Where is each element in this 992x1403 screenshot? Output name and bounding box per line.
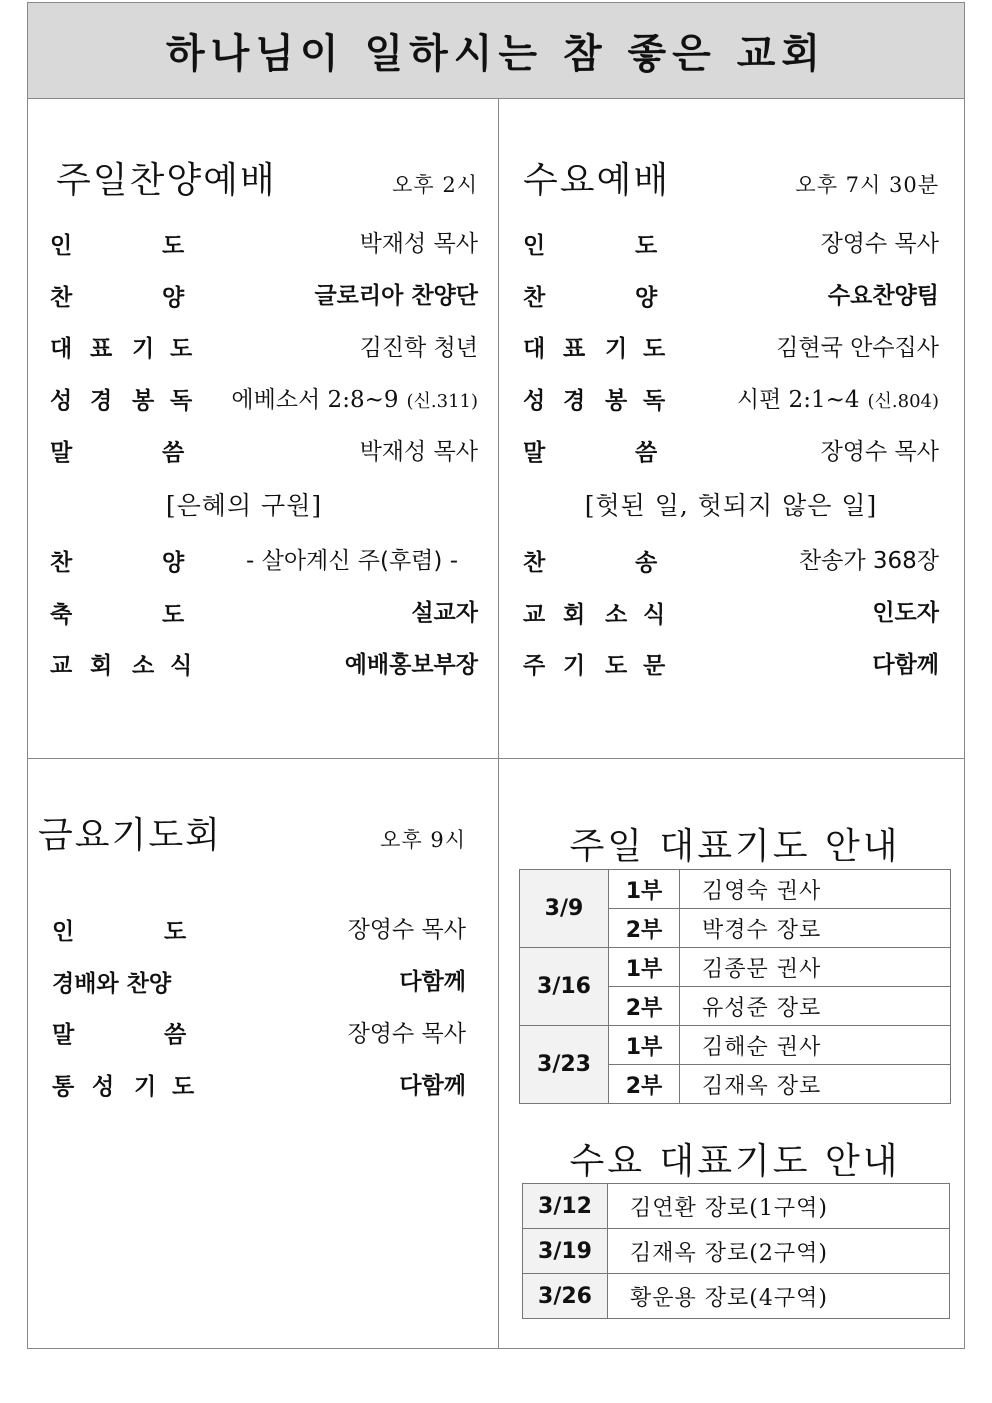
row-value-text: 장영수 목사 bbox=[347, 917, 466, 944]
panel-header bbox=[50, 153, 478, 203]
wednesday-sermon-title: [헛된 일, 헛되지 않은 일] bbox=[584, 490, 878, 520]
row-label-char: 교 bbox=[50, 653, 73, 680]
row-label-char: 봉 bbox=[605, 388, 628, 415]
row-label-char: 도 bbox=[170, 336, 193, 363]
service-part: 1부 bbox=[609, 948, 680, 987]
row-value bbox=[821, 225, 939, 258]
service-row bbox=[50, 585, 478, 637]
prayer-leader: 김해순 권사 bbox=[680, 1026, 951, 1065]
row-label-char: 송 bbox=[635, 549, 658, 576]
row-value-text: 다함께 bbox=[399, 969, 466, 996]
row-label bbox=[523, 330, 666, 363]
row-label bbox=[50, 382, 193, 415]
prayer-leader: 황운용 장로(4구역) bbox=[608, 1274, 950, 1319]
row-value-text: 인도자 bbox=[872, 600, 939, 627]
friday-service-panel bbox=[38, 808, 466, 1109]
row-label bbox=[523, 544, 663, 574]
row-label-char: 경배와 찬양 bbox=[52, 970, 172, 997]
row-value bbox=[360, 329, 478, 362]
row-label-char: 표 bbox=[90, 336, 113, 363]
table-row bbox=[520, 870, 951, 909]
row-label bbox=[50, 330, 193, 363]
row-value-text: 장영수 목사 bbox=[347, 1020, 466, 1047]
row-value-text: 장영수 목사 bbox=[820, 231, 939, 258]
service-row bbox=[50, 533, 478, 585]
row-value-text: 박재성 목사 bbox=[359, 438, 478, 465]
wednesday-service-title: 수요예배 bbox=[523, 160, 671, 201]
service-row bbox=[523, 268, 939, 320]
sunday-service-panel bbox=[50, 153, 478, 688]
service-row bbox=[50, 320, 478, 372]
row-label-char: 양 bbox=[162, 549, 185, 576]
row-label-char: 독 bbox=[170, 388, 193, 415]
row-label-char: 문 bbox=[643, 653, 666, 680]
panel-header bbox=[38, 808, 466, 858]
row-label bbox=[50, 544, 190, 574]
table-row bbox=[523, 1229, 950, 1274]
row-value bbox=[411, 594, 478, 627]
row-label-char: 말 bbox=[52, 1022, 75, 1049]
row-value bbox=[828, 277, 939, 310]
prayer-date: 3/12 bbox=[523, 1184, 608, 1229]
row-label-char: 기 bbox=[605, 336, 628, 363]
table-row bbox=[523, 1274, 950, 1319]
row-value bbox=[399, 1067, 466, 1100]
service-row bbox=[523, 533, 939, 585]
row-label bbox=[523, 434, 663, 467]
row-label-char: 회 bbox=[90, 653, 113, 680]
row-label-char: 말 bbox=[50, 440, 73, 467]
sunday-sermon-title: [은혜의 구원] bbox=[165, 490, 323, 520]
row-value bbox=[348, 1015, 466, 1048]
prayer-date: 3/26 bbox=[523, 1274, 608, 1319]
sunday-prayer-table bbox=[519, 869, 951, 1104]
row-value-text: 수요찬양팀 bbox=[827, 283, 939, 310]
service-row bbox=[523, 320, 939, 372]
service-part: 1부 bbox=[609, 870, 680, 909]
row-value bbox=[799, 542, 939, 575]
service-row bbox=[50, 371, 478, 423]
prayer-leader: 유성준 장로 bbox=[680, 987, 951, 1026]
row-label-char: 찬 bbox=[50, 549, 73, 576]
wednesday-service-panel bbox=[523, 153, 939, 688]
sunday-rows-top bbox=[50, 216, 478, 475]
prayer-leader: 김종문 권사 bbox=[680, 948, 951, 987]
row-label-char: 대 bbox=[523, 336, 546, 363]
table-row bbox=[520, 948, 951, 987]
row-label-char: 봉 bbox=[132, 388, 155, 415]
sunday-service-time: 오후 2시 bbox=[392, 173, 478, 197]
service-row bbox=[52, 1057, 466, 1109]
row-label-char: 표 bbox=[563, 336, 586, 363]
service-row bbox=[50, 268, 478, 320]
friday-service-title: 금요기도회 bbox=[38, 815, 222, 856]
row-label-char: 도 bbox=[172, 1074, 195, 1101]
row-value bbox=[231, 381, 478, 414]
wednesday-service-time: 오후 7시 30분 bbox=[795, 173, 939, 197]
wednesday-prayer-title: 수요 대표기도 안내 bbox=[569, 1141, 901, 1182]
row-label-char: 소 bbox=[132, 653, 155, 680]
row-label bbox=[50, 596, 190, 626]
row-label-char: 도 bbox=[162, 232, 185, 259]
wednesday-prayer-table bbox=[522, 1183, 950, 1319]
row-label-char: 회 bbox=[563, 601, 586, 628]
row-label-char: 성 bbox=[523, 388, 546, 415]
row-label-char: 도 bbox=[605, 653, 628, 680]
table-row bbox=[520, 1026, 951, 1065]
row-label-char: 양 bbox=[635, 284, 658, 311]
prayer-date: 3/23 bbox=[520, 1026, 609, 1104]
service-row bbox=[523, 585, 939, 637]
row-label bbox=[50, 647, 193, 680]
row-label-char: 씀 bbox=[164, 1022, 187, 1049]
row-label bbox=[52, 1016, 192, 1049]
row-label bbox=[52, 965, 192, 995]
row-value bbox=[314, 277, 478, 310]
row-label-char: 교 bbox=[523, 601, 546, 628]
prayer-leader: 박경수 장로 bbox=[680, 909, 951, 948]
service-part: 2부 bbox=[609, 909, 680, 948]
row-value-text: 다함께 bbox=[872, 651, 939, 678]
row-label-char: 말 bbox=[523, 440, 546, 467]
service-row bbox=[523, 637, 939, 689]
row-label bbox=[523, 227, 663, 257]
row-value-text: 다함께 bbox=[399, 1072, 466, 1099]
service-part: 1부 bbox=[609, 1026, 680, 1065]
row-value-text: 박재성 목사 bbox=[359, 231, 478, 258]
prayer-leader: 김영숙 권사 bbox=[680, 870, 951, 909]
row-label-char: 찬 bbox=[50, 284, 73, 311]
row-value bbox=[872, 646, 939, 679]
sunday-rows-bottom bbox=[50, 533, 478, 688]
row-label bbox=[523, 647, 666, 680]
row-label-char: 도 bbox=[635, 232, 658, 259]
service-part: 2부 bbox=[609, 1065, 680, 1104]
row-label bbox=[50, 279, 190, 309]
service-row bbox=[52, 1006, 466, 1058]
row-value bbox=[821, 433, 939, 466]
row-label bbox=[50, 227, 190, 257]
row-value-text: 시편 2:1~4 bbox=[736, 386, 860, 413]
table-row bbox=[523, 1184, 950, 1229]
row-label-char: 독 bbox=[643, 388, 666, 415]
row-label-char: 도 bbox=[162, 601, 185, 628]
prayer-leader: 김연환 장로(1구역) bbox=[608, 1184, 950, 1229]
row-label-char: 찬 bbox=[523, 549, 546, 576]
row-label-char: 기 bbox=[134, 1074, 157, 1101]
row-value bbox=[348, 911, 466, 944]
row-label-char: 씀 bbox=[635, 440, 658, 467]
row-value bbox=[776, 329, 939, 362]
row-label-char: 인 bbox=[523, 232, 546, 259]
row-value bbox=[345, 646, 478, 679]
prayer-date: 3/16 bbox=[520, 948, 609, 1026]
row-value bbox=[246, 542, 458, 575]
row-value-text: 김진학 청년 bbox=[359, 334, 478, 361]
row-value-text: 에베소서 2:8~9 bbox=[231, 386, 399, 413]
service-row bbox=[523, 371, 939, 423]
sunday-prayer-title: 주일 대표기도 안내 bbox=[569, 826, 901, 867]
service-row bbox=[50, 216, 478, 268]
row-label-char: 인 bbox=[52, 918, 75, 945]
row-value-text: 설교자 bbox=[411, 600, 478, 627]
hymn-note: (신.804) bbox=[867, 390, 939, 412]
row-value bbox=[360, 225, 478, 258]
friday-service-time: 오후 9시 bbox=[380, 828, 466, 852]
row-label-char: 양 bbox=[162, 284, 185, 311]
row-label-char: 주 bbox=[523, 653, 546, 680]
row-label-char: 성 bbox=[92, 1074, 115, 1101]
row-label bbox=[50, 434, 190, 467]
row-label-char: 대 bbox=[50, 336, 73, 363]
row-label bbox=[523, 596, 666, 628]
service-row bbox=[523, 216, 939, 268]
row-value-text: 김현국 안수집사 bbox=[776, 334, 939, 361]
friday-rows bbox=[52, 902, 466, 1109]
row-label bbox=[52, 1068, 195, 1101]
row-label-char: 인 bbox=[50, 232, 73, 259]
row-label-char: 찬 bbox=[523, 284, 546, 311]
row-label-char: 도 bbox=[164, 918, 187, 945]
prayer-leader: 김재옥 장로(2구역) bbox=[608, 1229, 950, 1274]
row-label-char: 성 bbox=[50, 388, 73, 415]
hymn-note: (신.311) bbox=[406, 390, 478, 412]
row-label-char: 경 bbox=[90, 388, 113, 415]
row-value-text: - 살아계신 주(후렴) - bbox=[245, 548, 458, 575]
row-value bbox=[360, 433, 478, 466]
wednesday-rows-bottom bbox=[523, 533, 939, 688]
row-divider bbox=[28, 758, 964, 759]
row-value-text: 찬송가 368장 bbox=[798, 548, 939, 575]
wednesday-rows-top bbox=[523, 216, 939, 475]
church-banner: 하나님이 일하시는 참 좋은 교회 bbox=[28, 3, 964, 99]
row-label bbox=[523, 279, 663, 309]
row-label-char: 축 bbox=[50, 601, 73, 628]
service-part: 2부 bbox=[609, 987, 680, 1026]
row-label-char: 식 bbox=[643, 601, 666, 628]
row-label-char: 경 bbox=[563, 388, 586, 415]
row-value-text: 예배홍보부장 bbox=[344, 651, 478, 678]
row-value bbox=[399, 963, 466, 996]
row-value-text: 장영수 목사 bbox=[820, 438, 939, 465]
prayer-leader: 김재옥 장로 bbox=[680, 1065, 951, 1104]
row-label-char: 기 bbox=[132, 336, 155, 363]
row-value bbox=[872, 594, 939, 627]
service-row bbox=[50, 423, 478, 475]
prayer-date: 3/9 bbox=[520, 870, 609, 948]
row-label bbox=[52, 913, 192, 943]
row-label bbox=[523, 382, 666, 415]
bulletin-frame bbox=[27, 2, 965, 1349]
service-row bbox=[52, 954, 466, 1006]
sunday-service-title: 주일찬양예배 bbox=[56, 160, 277, 201]
service-row bbox=[523, 423, 939, 475]
row-label-char: 통 bbox=[52, 1074, 75, 1101]
row-value bbox=[737, 381, 939, 414]
panel-header bbox=[523, 153, 939, 203]
row-label-char: 식 bbox=[170, 653, 193, 680]
service-row bbox=[52, 902, 466, 954]
service-row bbox=[50, 637, 478, 689]
row-label-char: 도 bbox=[643, 336, 666, 363]
row-label-char: 기 bbox=[563, 653, 586, 680]
row-label-char: 씀 bbox=[162, 440, 185, 467]
column-divider bbox=[498, 98, 499, 1348]
row-value-text: 글로리아 찬양단 bbox=[314, 283, 478, 310]
row-label-char: 소 bbox=[605, 601, 628, 628]
prayer-date: 3/19 bbox=[523, 1229, 608, 1274]
